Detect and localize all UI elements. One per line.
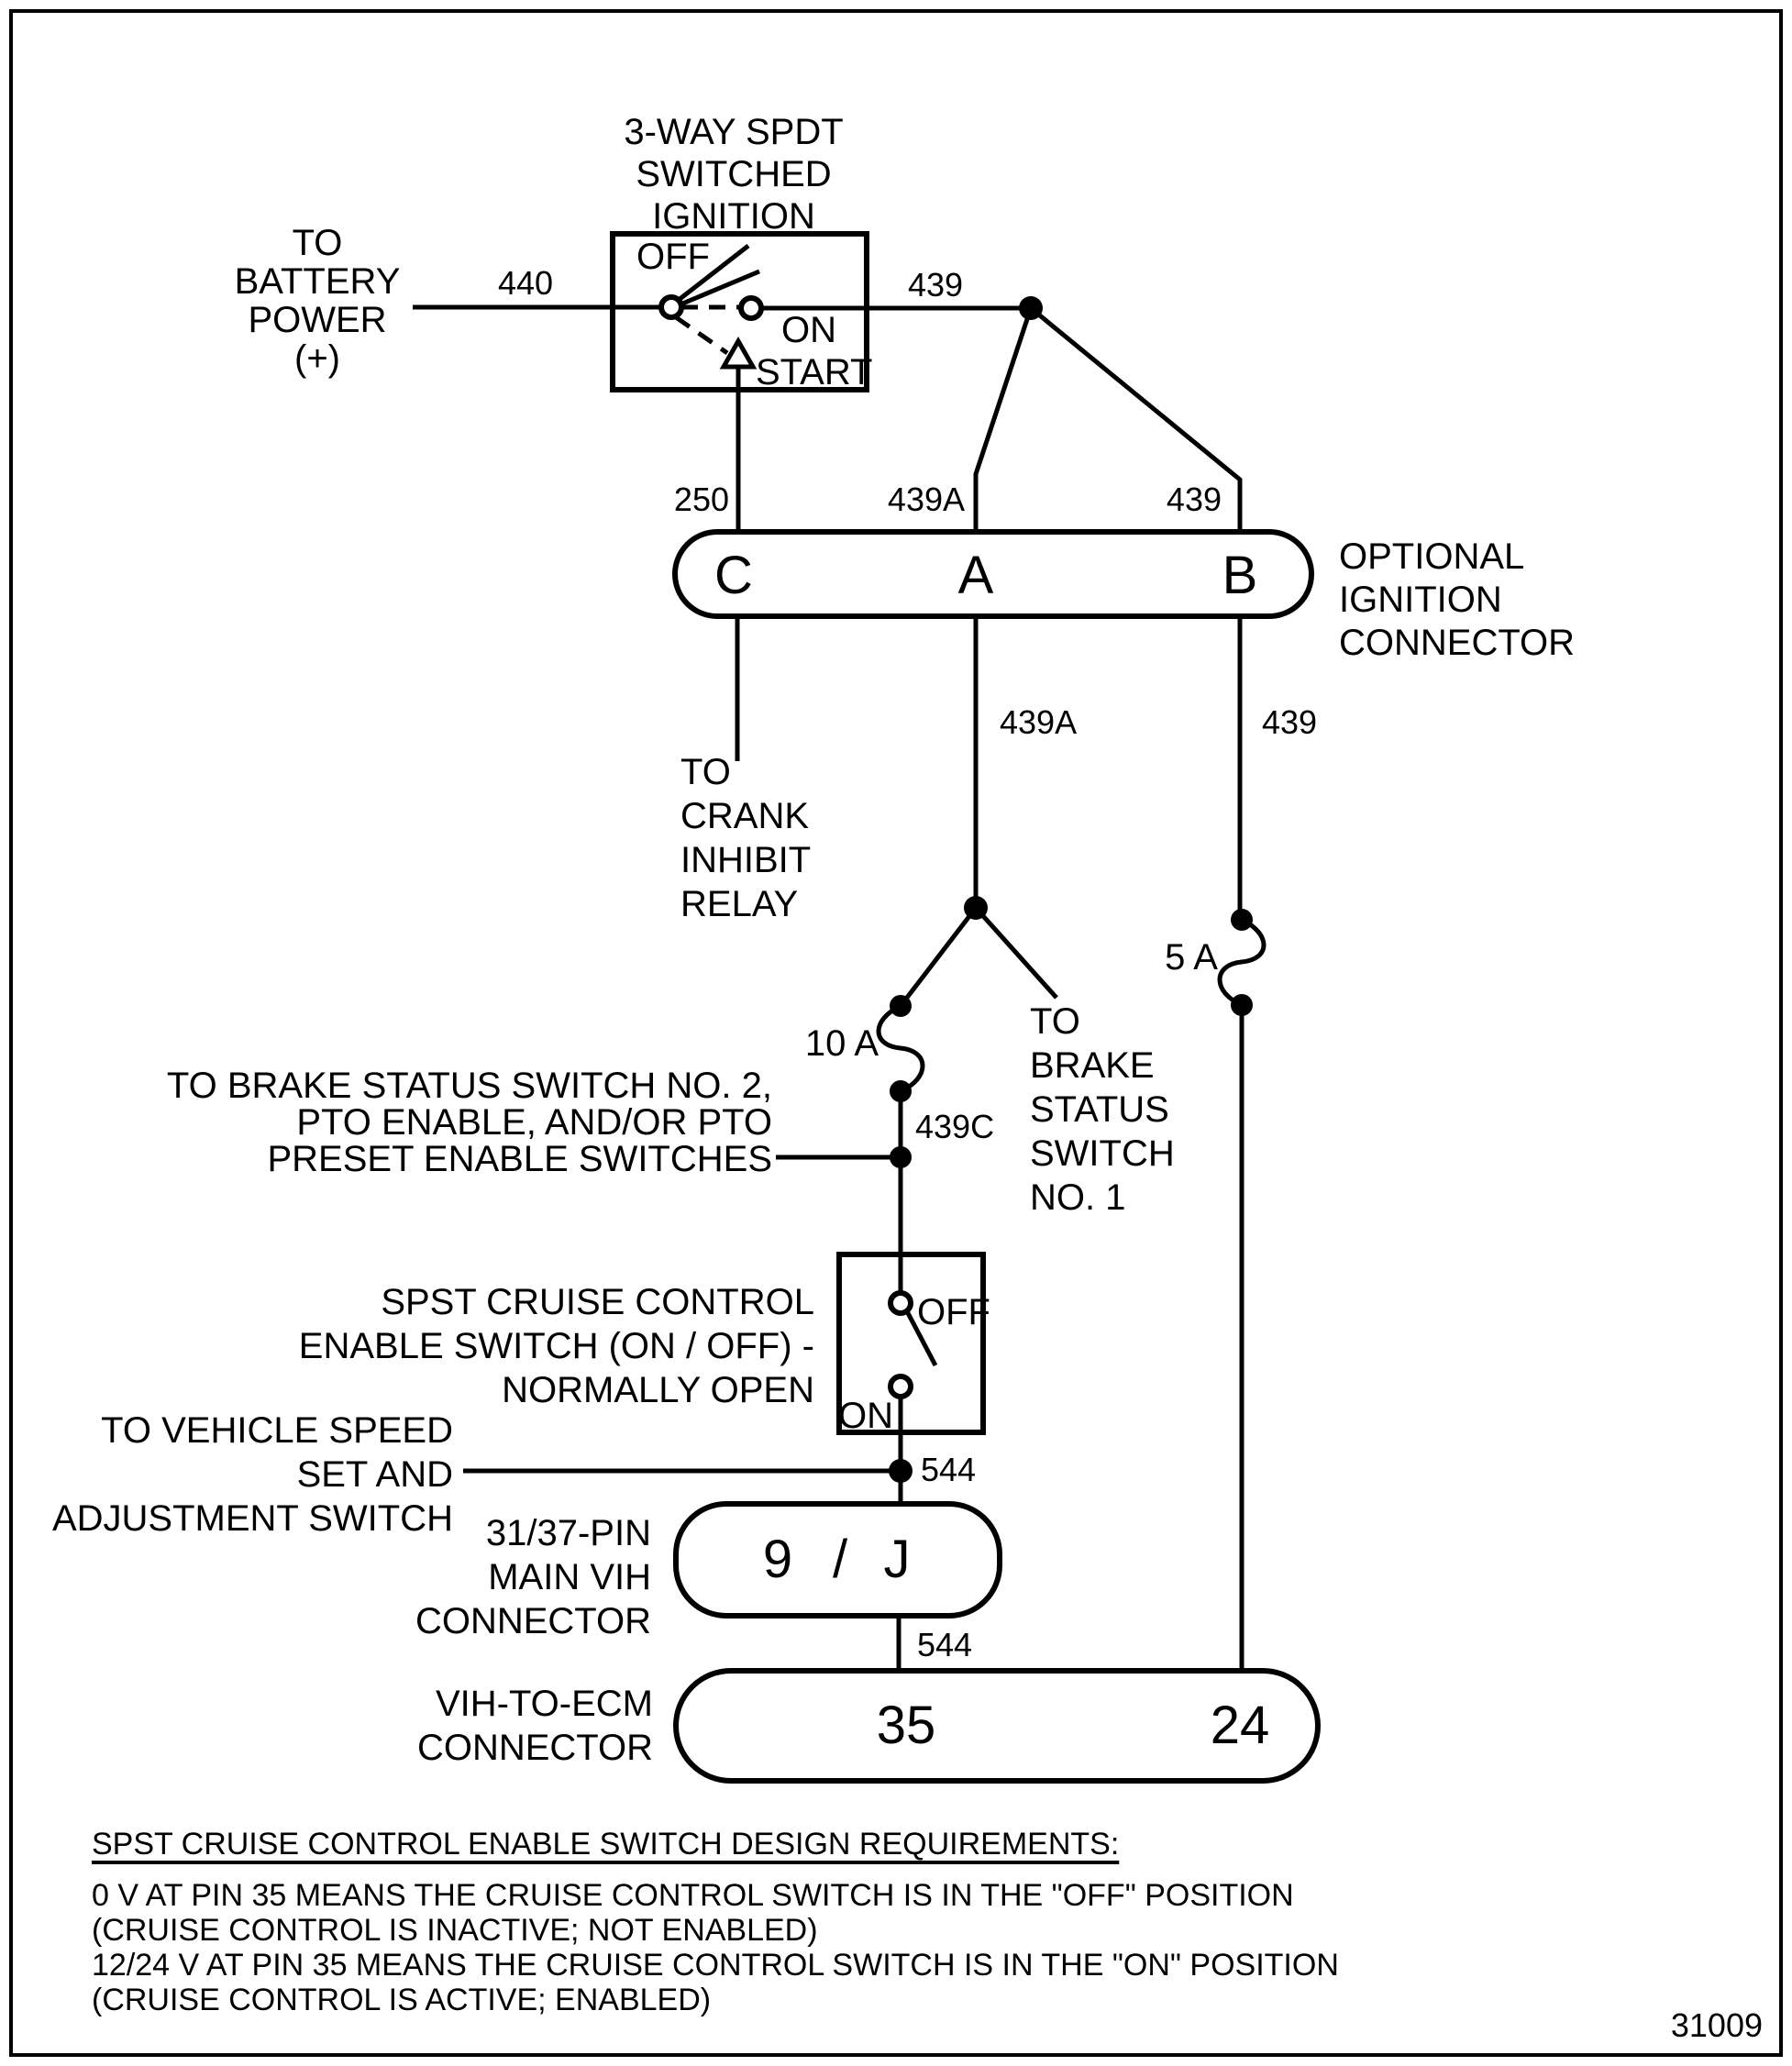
junction-dot-439 bbox=[1019, 296, 1043, 320]
wire-to-brake-switch-1 bbox=[976, 908, 1056, 998]
ecm-connector-label: VIH-TO-ECM CONNECTOR bbox=[416, 1684, 653, 1768]
notes-gap bbox=[92, 1862, 1339, 1878]
fuse-10a-element bbox=[879, 1006, 923, 1091]
ignition-off-label: OFF bbox=[636, 237, 710, 277]
vih-connector-pin-9: 9 bbox=[762, 1530, 793, 1589]
vih-connector-pin-separator: / bbox=[832, 1530, 848, 1589]
cruise-switch-off-label: OFF bbox=[917, 1292, 990, 1332]
ignition-connector-pin-a: A bbox=[957, 546, 994, 605]
wire-label-439: 439 bbox=[907, 266, 964, 304]
battery-power-label: TO BATTERY POWER (+) bbox=[234, 223, 401, 379]
wire-label-544: 544 bbox=[921, 1451, 977, 1488]
ignition-on-contact bbox=[741, 298, 761, 318]
junction-dot-544 bbox=[889, 1459, 913, 1483]
notes-heading: SPST CRUISE CONTROL ENABLE SWITCH DESIGN REQUIREMENTS: bbox=[92, 1827, 1120, 1862]
fuse-5a-bottom-dot bbox=[1231, 994, 1253, 1016]
fuse-10a-top-dot bbox=[890, 995, 912, 1017]
cruise-switch-label: SPST CRUISE CONTROL ENABLE SWITCH (ON / OFF) - NORMALLY OPEN bbox=[298, 1282, 814, 1410]
vih-connector-label: 31/37-PIN MAIN VIH CONNECTOR bbox=[415, 1513, 651, 1641]
design-requirements-notes: SPST CRUISE CONTROL ENABLE SWITCH DESIGN REQUIREMENTS: 0 V AT PIN 35 MEANS THE CRUISE CONTROL SWITCH IS IN THE "OFF" POSITION (CRUISE CONTROL IS INACTIVE; NOT ENABLED) 12/24 V AT PIN 35 MEANS THE CRUISE CONTROL SWITCH IS IN THE "ON" POSITION (CRUISE CONTROL IS ACTIVE; ENABLED) bbox=[92, 1827, 1339, 2017]
wire-label-439a-mid: 439A bbox=[1000, 703, 1078, 741]
cruise-on-contact bbox=[890, 1376, 911, 1397]
brake-status-switch-2-label: TO BRAKE STATUS SWITCH NO. 2, PTO ENABLE, AND/OR PTO PRESET ENABLE SWITCHES bbox=[166, 1066, 772, 1179]
brake-status-switch-1-label: TO BRAKE STATUS SWITCH NO. 1 bbox=[1030, 1001, 1175, 1218]
wire-label-439-mid: 439 bbox=[1262, 703, 1318, 741]
fuse-10a-label: 10 A bbox=[804, 1023, 879, 1064]
cruise-switch-on-label: ON bbox=[838, 1396, 893, 1436]
ignition-on-label: ON bbox=[781, 310, 836, 350]
wire-label-250: 250 bbox=[673, 481, 729, 518]
fuse-5a-label: 5 A bbox=[1165, 937, 1218, 978]
wire-to-fuse-10a bbox=[901, 908, 976, 1006]
ignition-connector-pin-c: C bbox=[714, 546, 753, 605]
wire-label-439-top: 439 bbox=[1166, 481, 1222, 518]
ignition-switch-title: 3-WAY SPDT SWITCHED IGNITION bbox=[624, 112, 844, 237]
ignition-start-label: START bbox=[756, 352, 873, 392]
fuse-10a-bottom-dot bbox=[890, 1080, 912, 1102]
wire-label-440: 440 bbox=[497, 264, 554, 302]
optional-ignition-connector-label: OPTIONAL IGNITION CONNECTOR bbox=[1339, 536, 1576, 663]
ignition-pivot-contact bbox=[661, 297, 681, 317]
cruise-off-contact bbox=[890, 1293, 911, 1313]
fuse-5a-top-dot bbox=[1231, 909, 1253, 931]
ignition-connector-pin-b: B bbox=[1222, 546, 1258, 605]
vehicle-speed-switch-label: TO VEHICLE SPEED SET AND ADJUSTMENT SWITCH bbox=[51, 1410, 453, 1539]
vih-connector-pin-j: J bbox=[883, 1530, 911, 1589]
ecm-connector-pin-24: 24 bbox=[1210, 1696, 1270, 1755]
figure-number: 31009 bbox=[1670, 2006, 1763, 2044]
junction-dot-439a bbox=[964, 896, 988, 920]
wire-label-439a-top: 439A bbox=[887, 481, 965, 518]
ecm-connector-pin-35: 35 bbox=[876, 1696, 936, 1755]
junction-dot-439c bbox=[890, 1146, 912, 1168]
wire-label-439c: 439C bbox=[915, 1108, 995, 1145]
fuse-5a-element bbox=[1220, 920, 1264, 1005]
crank-inhibit-relay-label: TO CRANK INHIBIT RELAY bbox=[680, 752, 812, 924]
wire-label-544-lower: 544 bbox=[917, 1626, 973, 1663]
wire-439a-drop bbox=[976, 308, 1031, 532]
